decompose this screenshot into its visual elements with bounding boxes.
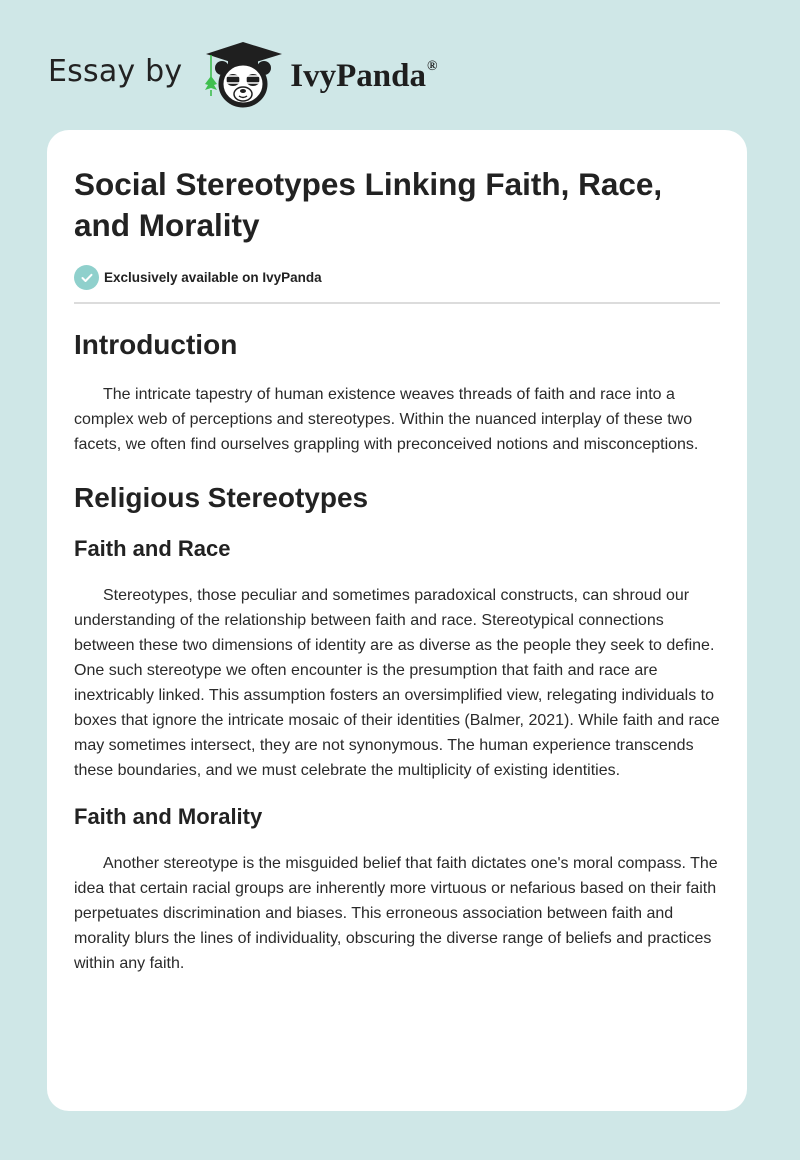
- panda-logo-icon[interactable]: [202, 38, 284, 110]
- exclusive-badge: [74, 265, 720, 290]
- subsection-heading: Faith and Race: [74, 536, 231, 561]
- section-religious-stereotypes: [74, 481, 720, 976]
- subsection-faith-and-morality: [74, 803, 720, 976]
- brand-name[interactable]: [290, 58, 437, 95]
- paragraph: The intricate tapestry of human existence weaves threads of faith and race into a complex web of perceptions and stereotypes. Within the nuanced interplay of these two facets, we often find ourselves grappling with preconceived notions and misconceptions.: [74, 386, 699, 453]
- essay-by-label: Essay by: [48, 53, 183, 89]
- brand-name-text: IvyPanda: [290, 57, 427, 94]
- section-introduction: [74, 328, 720, 457]
- registered-mark: ®: [427, 58, 438, 74]
- subsection-heading: Faith and Morality: [74, 804, 263, 829]
- section-heading: Introduction: [74, 329, 238, 360]
- check-circle-icon: [74, 265, 99, 290]
- essay-card: [47, 130, 747, 1111]
- essay-title: Social Stereotypes Linking Faith, Race, and Morality: [74, 166, 663, 243]
- paragraph: Stereotypes, those peculiar and sometimes paradoxical constructs, can shroud our understanding of the relationship between faith and race. Stereotypical connections between these two dimensions of identity are as diverse as the people they seek to define. One such stereotype we often encounter is the presumption that faith and race are inextricably linked. This assumption fosters an oversimplified view, relegating individuals to boxes that ignore the intricate mosaic of their identities (Balmer, 2021). While faith and race may sometimes intersect, they are not synonymous. The human experience transcends these boundaries, and we must celebrate the multiplicity of existing identities.: [74, 587, 720, 779]
- site-header: [48, 36, 437, 112]
- paragraph: Another stereotype is the misguided belief that faith dictates one's moral compass. The idea that certain racial groups are inherently more virtuous or nefarious based on their faith perpetuates discrimination and biases. This erroneous association between faith and morality blurs the lines of individuality, obscuring the diverse range of beliefs and practices within any faith.: [74, 855, 718, 972]
- title-divider: [74, 302, 720, 304]
- exclusive-label: Exclusively available on IvyPanda: [104, 270, 322, 285]
- section-heading: Religious Stereotypes: [74, 482, 369, 513]
- subsection-faith-and-race: [74, 535, 720, 783]
